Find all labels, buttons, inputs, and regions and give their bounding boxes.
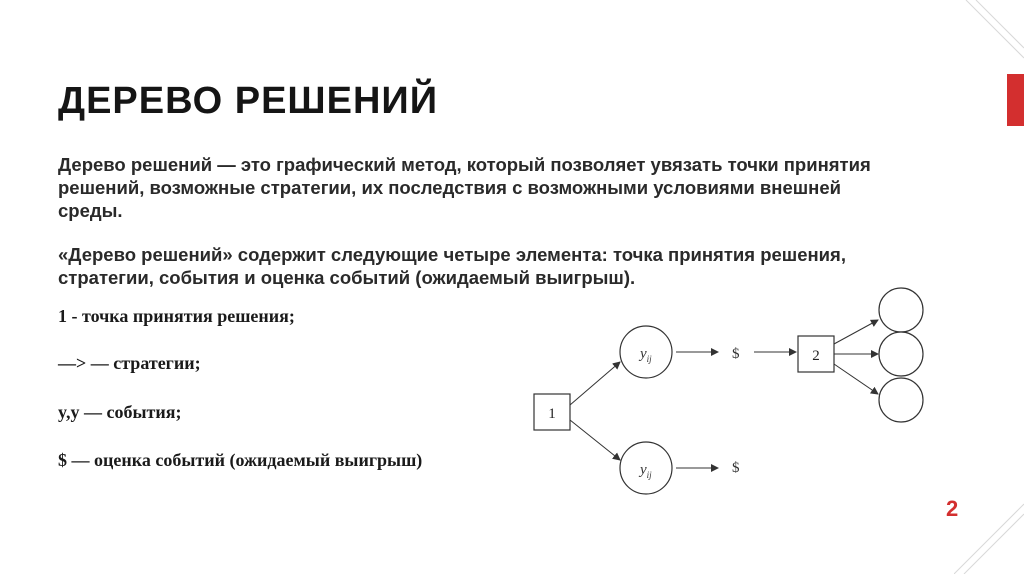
legend-payoff: $ — оценка событий (ожидаемый выигрыш) [58,450,423,470]
elements-paragraph: «Дерево решений» содержит следующие четыре элемента: точка принятия решения, стратегии, события и оценка событий (ожидаемый выигрыш). [58,244,846,288]
slide-title: ДЕРЕВО РЕШЕНИЙ [58,80,439,122]
event-node-top-label: $y_{ij}$ [640,346,652,364]
page-number: 2 [946,496,959,521]
legend-strategies: —> — стратегии; [58,353,201,373]
strategy-arrow-2c [834,364,878,394]
definition-paragraph: Дерево решений — это графический метод, который позволяет увязать точки принятия решений, возможные стратегии, их последствия с возможными условиями внешней среды. [58,154,871,221]
legend-decision-point: 1 - точка принятия решения; [58,306,295,326]
event-node-2c [879,378,923,422]
accent-bar [1007,74,1024,126]
decision-node-1-label: 1 [548,406,556,422]
event-node-2b [879,332,923,376]
legend-events: y,y — события; [58,402,182,422]
decision-node-2-label: 2 [812,348,820,364]
decision-tree-diagram [520,280,940,500]
payoff-bottom: $ [732,460,740,476]
strategy-arrow-down [570,420,620,460]
strategy-arrow-2a [834,320,878,344]
event-node-2a [879,288,923,332]
strategy-arrow-up [570,362,620,405]
event-node-bottom-label: $y_{ij}$ [640,462,652,480]
payoff-top: $ [732,346,740,362]
